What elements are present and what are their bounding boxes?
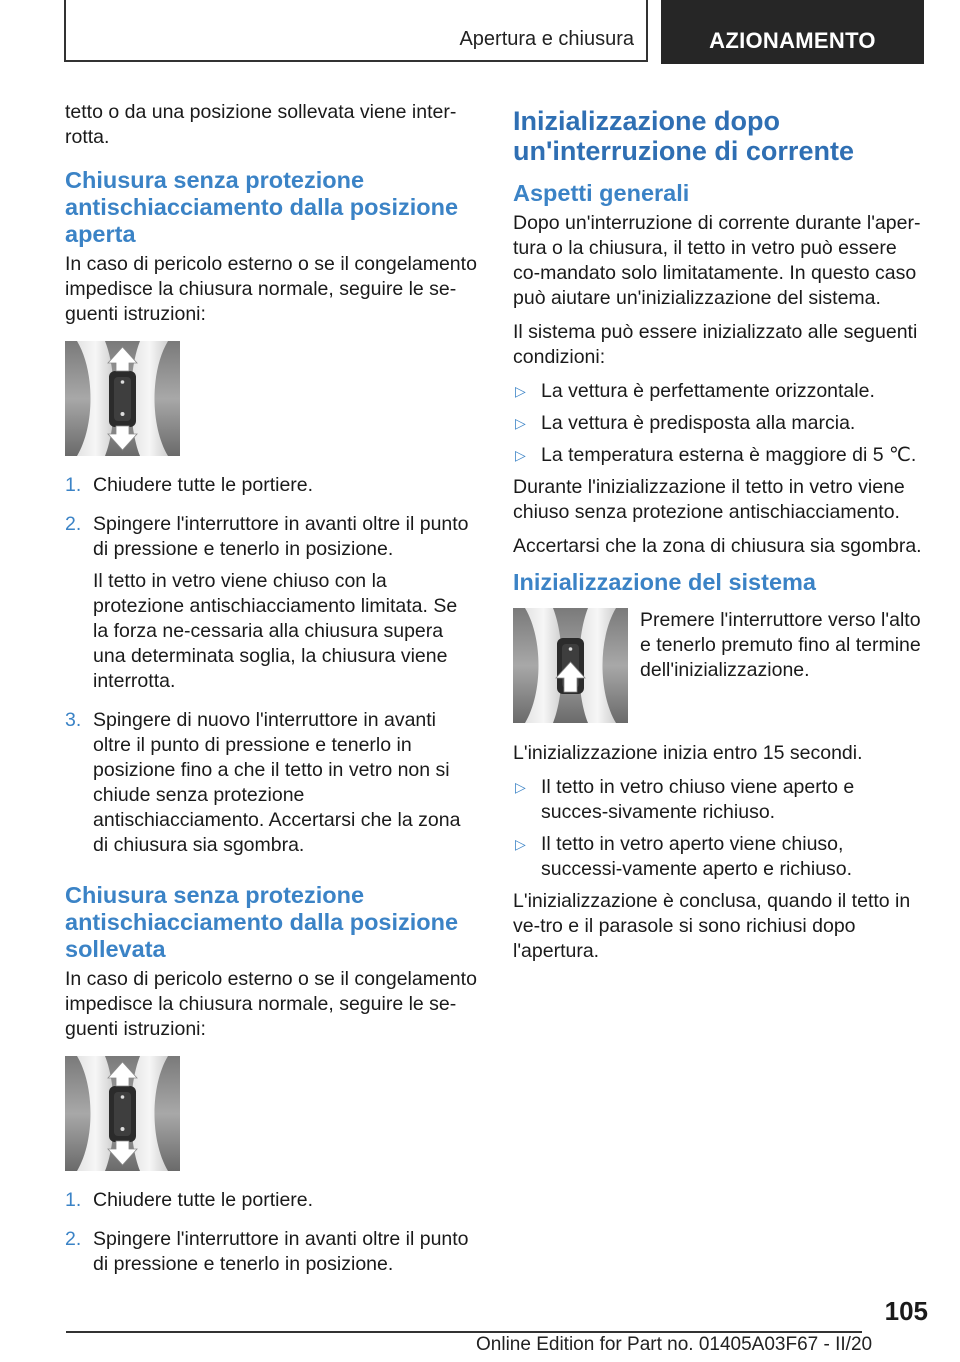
step-text: Chiudere tutte le portiere.: [93, 1189, 314, 1211]
page-number: 105: [884, 1296, 928, 1326]
system-result-text: Il tetto in vetro chiuso viene aperto e succes-sivamente richiuso.: [541, 776, 855, 823]
page-title: Inizializzazione dopo un'interruzione di corrente: [513, 106, 854, 166]
step-number: 1.: [65, 474, 82, 496]
triangle-right-outline-icon: ▷: [515, 383, 526, 399]
roof-switch-forward-image-2: [65, 1056, 180, 1171]
intro-text: tetto o da una posizione sollevata viene inter-rotta.: [65, 101, 457, 148]
triangle-right-outline-icon: ▷: [515, 836, 526, 852]
step-text: Spingere l'interruttore in avanti oltre il punto di pressione e tenerlo in posizione.: [93, 1228, 469, 1275]
condition-text: La vettura è predisposta alla marcia.: [541, 412, 856, 434]
condition-item: [513, 443, 926, 468]
section-raised-text: In caso di pericolo esterno o se il congelamento impedisce la chiusura normale, seguire le se-guenti istruzioni:: [65, 968, 477, 1040]
system-result-item: [513, 832, 926, 882]
triangle-right-outline-icon: ▷: [515, 415, 526, 431]
footer-divider: [66, 1331, 862, 1333]
section-heading-system: Inizializzazione del sistema: [513, 569, 816, 595]
right-column: [513, 100, 926, 973]
step-text: Spingere di nuovo l'interruttore in avanti oltre il punto di pressione e tenerlo in posizione fino a che il tetto in vetro non si chiude senza protezione antischiacciamento. Accertarsi che la zona di chiusura sia sgombra.: [93, 709, 461, 856]
triangle-right-outline-icon: ▷: [515, 779, 526, 795]
condition-item: [513, 411, 926, 436]
general-paragraph-2: Il sistema può essere inizializzato alle seguenti condizioni:: [513, 321, 918, 368]
condition-item: [513, 379, 926, 404]
header-chapter-tab: [661, 0, 924, 64]
roof-switch-up-image: [513, 608, 628, 723]
step-text: Spingere l'interruttore in avanti oltre il punto di pressione e tenerlo in posizione.: [93, 513, 469, 560]
open-step-2: [65, 512, 477, 701]
header-section-title: Apertura e chiusura: [459, 28, 634, 50]
system-result-item: [513, 775, 926, 825]
footer-edition: Online Edition for Part no. 01405A03F67 - II/20: [476, 1334, 873, 1355]
header-chapter-title: AZIONAMENTO: [709, 28, 876, 53]
roof-switch-forward-image: [65, 341, 180, 456]
condition-text: La vettura è perfettamente orizzontale.: [541, 380, 875, 402]
step-number: 1.: [65, 1189, 82, 1211]
page-header: [64, 0, 924, 66]
section-heading-general: Aspetti generali: [513, 180, 690, 206]
system-instruction-block: [513, 608, 926, 723]
step-number: 3.: [65, 709, 82, 731]
step-text: Chiudere tutte le portiere.: [93, 474, 314, 496]
section-open-text: In caso di pericolo esterno o se il congelamento impedisce la chiusura normale, seguire le se-guenti istruzioni:: [65, 253, 477, 325]
header-section-box: [64, 0, 648, 62]
left-column: [65, 100, 477, 1291]
general-paragraph-3: Durante l'inizializzazione il tetto in vetro viene chiuso senza protezione antischiacciamento.: [513, 476, 905, 523]
open-step-1: [65, 473, 477, 505]
system-paragraph-1: L'inizializzazione inizia entro 15 secondi.: [513, 742, 863, 764]
system-result-text: Il tetto in vetro aperto viene chiuso, successi-vamente aperto e richiuso.: [541, 833, 853, 880]
section-heading-raised: Chiusura senza protezione antischiacciamento dalla posizione sollevata: [65, 882, 459, 962]
step-note: Il tetto in vetro viene chiuso con la protezione antischiacciamento limitata. Se la forza ne-cessaria alla chiusura supera una determinata soglia, la chiusura viene interrotta.: [93, 570, 458, 692]
triangle-right-outline-icon: ▷: [515, 447, 526, 463]
open-step-3: [65, 708, 477, 865]
general-paragraph-4: Accertarsi che la zona di chiusura sia sgombra.: [513, 535, 922, 557]
raised-step-2: [65, 1227, 477, 1284]
raised-step-1: [65, 1188, 477, 1220]
system-paragraph-2: L'inizializzazione è conclusa, quando il tetto in ve-tro e il parasole si sono richiusi dopo l'apertura.: [513, 890, 911, 962]
section-heading-open: Chiusura senza protezione antischiacciamento dalla posizione aperta: [65, 167, 459, 247]
step-number: 2.: [65, 513, 82, 535]
system-instruction-text: Premere l'interruttore verso l'alto e tenerlo premuto fino al termine dell'inizializzazione.: [640, 609, 921, 681]
condition-text: La temperatura esterna è maggiore di 5 ℃.: [541, 444, 917, 466]
step-number: 2.: [65, 1228, 82, 1250]
general-paragraph-1: Dopo un'interruzione di corrente durante l'aper-tura o la chiusura, il tetto in vetro può essere co-mandato solo limitatamente. In questo caso può aiutare un'inizializzazione del sistema.: [513, 212, 921, 309]
